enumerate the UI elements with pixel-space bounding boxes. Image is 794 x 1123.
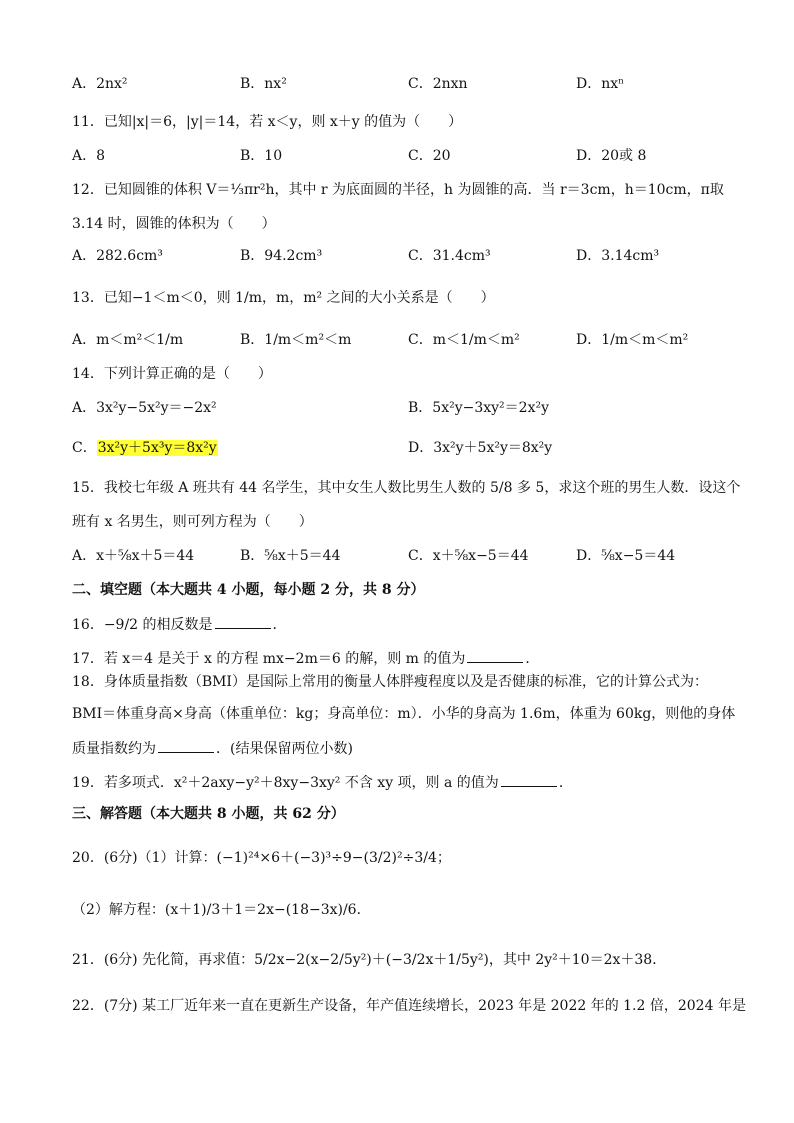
q13-option-d: D．1/m＜m＜m²	[576, 332, 689, 348]
q19-text: 19．若多项式．x²＋2axy−y²＋8xy−3xy² 不含 xy 项，则 a 的值为	[72, 775, 499, 791]
q10-option-d: D．nxⁿ	[576, 76, 625, 92]
q15-option-c: C．x＋⅝x−5＝44	[408, 548, 529, 564]
q14-stem: 14．下列计算正确的是（ ）	[72, 366, 272, 382]
q14-option-a: A．3x²y−5x²y＝−2x²	[72, 400, 217, 416]
q15-stem-line2: 班有 x 名男生，则可列方程为（ ）	[72, 514, 313, 530]
q18-answer-blank[interactable]	[158, 738, 214, 753]
q12-option-d: D．3.14cm³	[576, 248, 660, 264]
q20-part2: （2）解方程：(x＋1)/3＋1＝2x−(18−3x)/6．	[72, 902, 371, 918]
q11-option-b: B．10	[240, 148, 283, 164]
q19-answer-blank[interactable]	[501, 772, 557, 787]
q14-option-d: D．3x²y＋5x²y＝8x²y	[408, 440, 553, 456]
q14-option-b: B．5x²y−3xy²＝2x²y	[408, 400, 549, 416]
q19-end: ．	[558, 775, 573, 791]
q12-option-a: A．282.6cm³	[72, 248, 163, 264]
q15-option-b: B．⅝x＋5＝44	[240, 548, 341, 564]
q13-stem: 13．已知−1＜m＜0，则 1/m，m，m² 之间的大小关系是（ ）	[72, 290, 495, 306]
q18-text: 质量指数约为	[72, 741, 156, 757]
section-3-heading: 三、解答题（本大题共 8 小题，共 62 分）	[72, 806, 345, 822]
q11-option-c: C．20	[408, 148, 451, 164]
q16-answer-blank[interactable]	[215, 614, 271, 629]
q14-option-c-highlighted: 3x²y＋5x³y＝8x²y	[97, 440, 217, 456]
q18-line3	[72, 738, 353, 759]
q11-option-d: D．20或 8	[576, 148, 647, 164]
q10-option-c: C．2nxn	[408, 76, 468, 92]
q22: 22．(7分) 某工厂近年来一直在更新生产设备，年产值连续增长，2023 年是 2022 年的 1.2 倍，2024 年是	[72, 998, 746, 1014]
q19	[72, 772, 573, 793]
q12-stem-line2: 3.14 时，圆锥的体积为（ ）	[72, 216, 276, 232]
section-2-heading: 二、填空题（本大题共 4 小题，每小题 2 分，共 8 分）	[72, 582, 425, 598]
q20-part1: 20．(6分)（1）计算：(−1)²⁴×6＋(−3)³÷9−(3/2)²÷3/4；	[72, 850, 451, 866]
q10-option-b: B．nx²	[240, 76, 287, 92]
q13-option-b: B．1/m＜m²＜m	[240, 332, 352, 348]
q21: 21．(6分) 先化简，再求值：5/2x−2(x−2/5y²)＋(−3/2x＋1/5y²)，其中 2y²＋10＝2x＋38．	[72, 952, 667, 968]
q13-option-a: A．m＜m²＜1/m	[72, 332, 184, 348]
q16	[72, 614, 287, 635]
q18-line1: 18．身体质量指数（BMI）是国际上常用的衡量人体胖瘦程度以及是否健康的标准，它的计算公式为：	[72, 674, 708, 690]
q11-option-a: A．8	[72, 148, 106, 164]
q12-stem-line1: 12．已知圆锥的体积 V＝⅓πr²h，其中 r 为底面圆的半径，h 为圆锥的高．当 r＝3cm，h＝10cm，π取	[72, 182, 724, 198]
q17-text: 17．若 x＝4 是关于 x 的方程 mx−2m＝6 的解，则 m 的值为	[72, 651, 466, 667]
q15-stem-line1: 15．我校七年级 A 班共有 44 名学生，其中女生人数比男生人数的 5/8 多 5，求这个班的男生人数．设这个	[72, 480, 741, 496]
q17	[72, 648, 539, 669]
q16-text: 16．−9/2 的相反数是	[72, 617, 213, 633]
q18-end: ．(结果保留两位小数)	[216, 741, 353, 757]
q14-option-c-label: C．	[72, 440, 97, 456]
q18-line2: BMI＝体重身高×身高（体重单位：kg；身高单位：m）．小华的身高为 1.6m，体重为 60kg，则他的身体	[72, 706, 736, 722]
q11-stem: 11．已知|x|＝6，|y|＝14，若 x＜y，则 x＋y 的值为（ ）	[72, 114, 463, 130]
q14-option-c	[72, 438, 218, 458]
q15-option-d: D．⅝x−5＝44	[576, 548, 676, 564]
q10-option-a: A．2nx²	[72, 76, 128, 92]
q17-end: ．	[525, 651, 540, 667]
q16-end: ．	[272, 617, 287, 633]
q12-option-c: C．31.4cm³	[408, 248, 491, 264]
q15-option-a: A．x＋⅝x＋5＝44	[72, 548, 195, 564]
q12-option-b: B．94.2cm³	[240, 248, 323, 264]
q13-option-c: C．m＜1/m＜m²	[408, 332, 520, 348]
q17-answer-blank[interactable]	[467, 648, 523, 663]
